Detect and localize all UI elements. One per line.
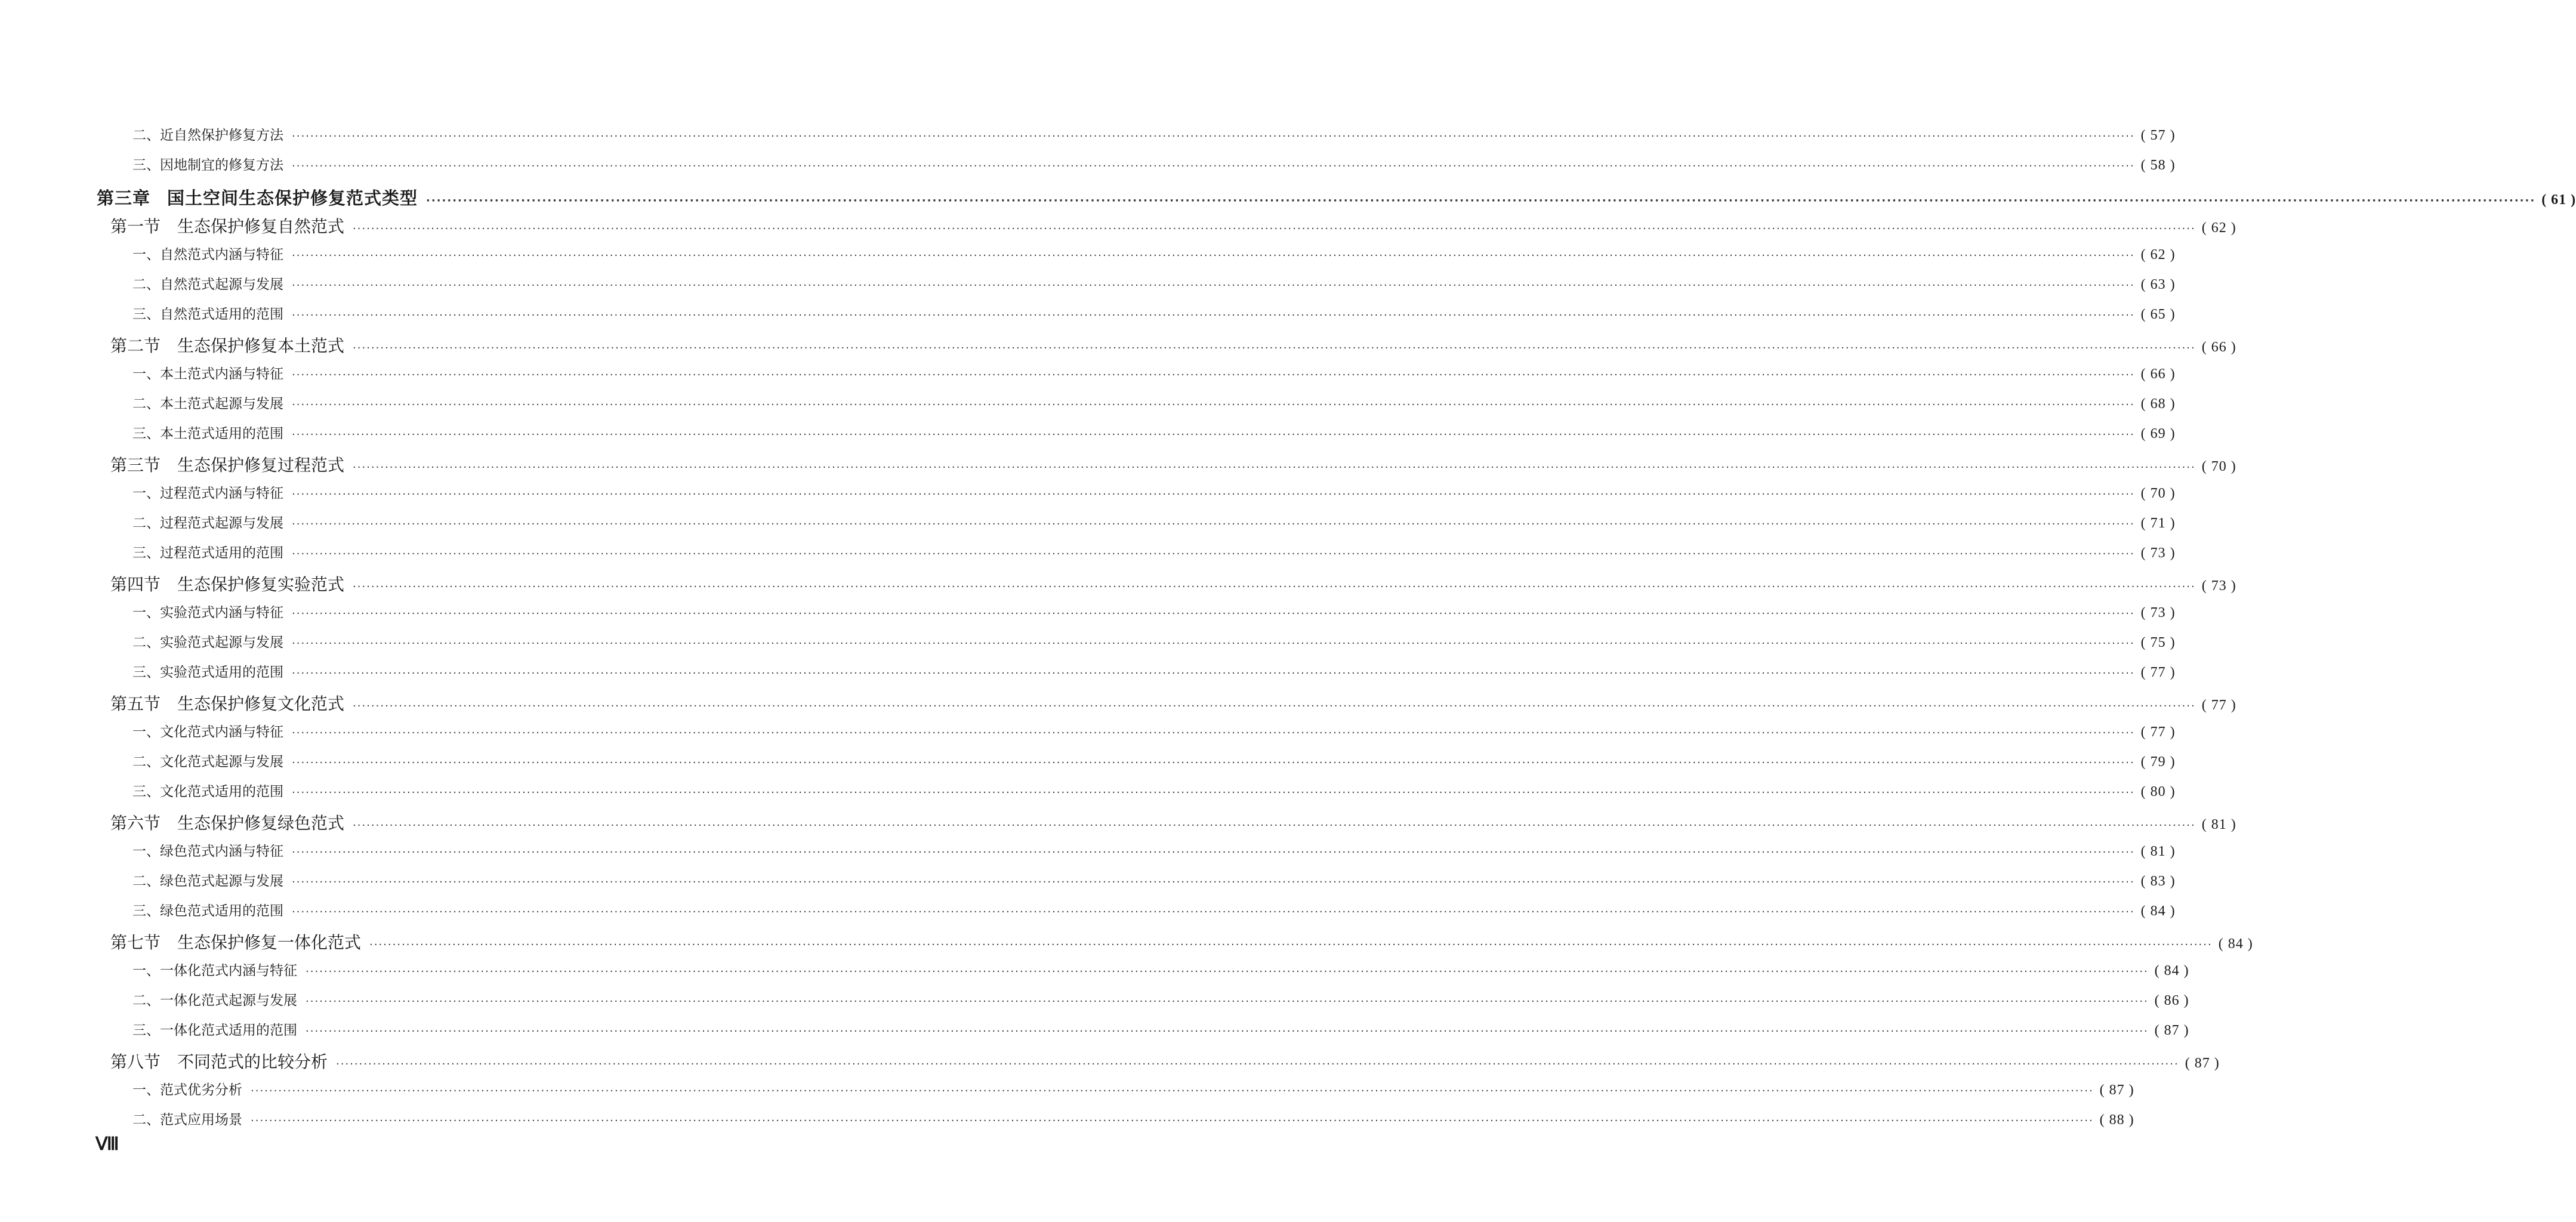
toc-entry-text: 范式应用场景 <box>160 1112 242 1128</box>
toc-entry-sub[interactable] <box>132 1109 2134 1128</box>
toc-entry-title <box>132 661 283 681</box>
dot-leader: ················································································································································································································································································································································································································ <box>292 548 2135 560</box>
toc-page-number: ( 81 ) <box>2140 844 2176 859</box>
dot-leader: ················································································································································································································································································································································································································ <box>353 700 2196 712</box>
dot-leader: ················································································································································································································································································································································································································ <box>292 309 2135 322</box>
toc-entry-number: 第一节 <box>110 217 161 236</box>
toc-entry-sub[interactable] <box>132 393 2176 412</box>
dot-leader: ················································································································································································································································································································································································································ <box>292 757 2135 769</box>
toc-entry-title <box>110 572 344 595</box>
toc-entry-number: 二、 <box>132 993 160 1008</box>
toc-page-number: ( 77 ) <box>2140 724 2176 740</box>
toc-entry-title <box>132 721 283 740</box>
dot-leader: ················································································································································································································································································································································································································ <box>369 939 2213 951</box>
toc-entry-number: 第六节 <box>110 813 161 833</box>
toc-entry-section[interactable] <box>110 452 2236 476</box>
toc-page-number: ( 65 ) <box>2140 307 2176 322</box>
toc-entry-sub[interactable] <box>132 542 2176 561</box>
dot-leader: ················································································································································································································································································································································································································ <box>292 428 2135 441</box>
toc-entry-text: 国土空间生态保护修复范式类型 <box>167 188 418 208</box>
toc-entry-sub[interactable] <box>132 661 2176 681</box>
toc-page-number: ( 57 ) <box>2140 128 2176 143</box>
toc-entry-text: 一体化范式内涵与特征 <box>160 963 297 979</box>
toc-entry-number: 第八节 <box>110 1052 161 1072</box>
toc-page-number: ( 87 ) <box>2099 1082 2134 1098</box>
toc-entry-sub[interactable] <box>132 363 2176 382</box>
toc-page-number: ( 70 ) <box>2201 459 2236 474</box>
toc-entry-title <box>132 1109 242 1128</box>
toc-entry-title <box>132 124 283 144</box>
toc-entry-number: 一、 <box>132 844 160 859</box>
toc-entry-number: 二、 <box>132 635 160 650</box>
dot-leader: ················································································································································································································································································································································································································ <box>292 637 2135 650</box>
dot-leader: ················································································································································································································································································································································································································ <box>306 995 2149 1008</box>
toc-entry-title <box>132 840 283 860</box>
dot-leader: ················································································································································································································································································································································································································ <box>353 819 2196 832</box>
dot-leader: ················································································································································································································································································································································································································ <box>336 1058 2179 1070</box>
toc-page-number: ( 73 ) <box>2140 605 2176 621</box>
toc-entry-number: 三、 <box>132 158 160 173</box>
toc-entry-number: 第三章 <box>97 188 151 208</box>
toc-entry-sub[interactable] <box>132 273 2176 293</box>
toc-entry-sub[interactable] <box>132 900 2176 919</box>
toc-entry-text: 自然范式起源与发展 <box>160 277 283 292</box>
toc-entry-text: 生态保护修复过程范式 <box>177 455 345 475</box>
toc-entry-title <box>132 422 283 442</box>
toc-entry-text: 生态保护修复绿色范式 <box>177 813 345 833</box>
dot-leader: ················································································································································································································································································································································································································ <box>292 488 2135 501</box>
toc-entry-sub[interactable] <box>132 601 2176 621</box>
toc-entry-number: 一、 <box>132 963 160 979</box>
toc-entry-number: 一、 <box>132 724 160 740</box>
toc-entry-sub[interactable] <box>132 989 2189 1009</box>
toc-page-number: ( 73 ) <box>2140 545 2176 561</box>
toc-entry-text: 生态保护修复一体化范式 <box>177 933 362 952</box>
dot-leader: ················································································································································································································································································································································································································ <box>292 906 2135 918</box>
dot-leader: ················································································································································································································································································································································································································ <box>292 279 2135 292</box>
toc-entry-sub[interactable] <box>132 154 2176 174</box>
toc-entry-sub[interactable] <box>132 959 2189 979</box>
toc-entry-title <box>132 154 283 174</box>
dot-leader: ················································································································································································································································································································································································································ <box>292 249 2135 262</box>
toc-entry-title <box>132 1079 242 1098</box>
toc-page-number: ( 79 ) <box>2140 754 2176 770</box>
dot-leader: ················································································································································································································································································································································································································ <box>353 581 2196 593</box>
dot-leader: ················································································································································································································································································································································································································ <box>292 518 2135 530</box>
toc-page-number: ( 58 ) <box>2140 158 2176 173</box>
toc-entry-number: 三、 <box>132 426 160 442</box>
toc-page-number: ( 70 ) <box>2140 486 2176 501</box>
toc-page-number: ( 63 ) <box>2140 277 2176 292</box>
dot-leader: ················································································································································································································································································································································································································ <box>353 223 2196 235</box>
dot-leader: ················································································································································································································································································································································································································ <box>292 160 2135 172</box>
toc-page-number: ( 66 ) <box>2201 340 2236 355</box>
toc-entry-sub[interactable] <box>132 751 2176 770</box>
toc-entry-text: 近自然保护修复方法 <box>160 128 283 143</box>
dot-leader: ················································································································································································································································································································································································································ <box>292 369 2135 381</box>
toc-page-number: ( 61 ) <box>2541 192 2576 208</box>
toc-entry-text: 实验范式适用的范围 <box>160 665 283 680</box>
toc-page-number: ( 88 ) <box>2099 1112 2134 1128</box>
toc-entry-text: 本土范式起源与发展 <box>160 396 283 412</box>
toc-entry-title <box>132 273 283 293</box>
dot-leader: ················································································································································································································································································································································································································ <box>306 965 2149 978</box>
toc-entry-title <box>132 751 283 770</box>
toc-entry-text: 因地制宜的修复方法 <box>160 158 283 173</box>
toc-entry-title <box>132 482 283 502</box>
toc-entry-title <box>110 333 344 357</box>
toc-page-number: ( 68 ) <box>2140 396 2176 412</box>
toc-page-number: ( 66 ) <box>2140 366 2176 382</box>
toc-entry-title <box>110 930 361 953</box>
toc-entry-number: 第二节 <box>110 336 161 356</box>
toc-entry-text: 自然范式适用的范围 <box>160 307 283 322</box>
toc-entry-title <box>97 185 418 209</box>
toc-page-number: ( 83 ) <box>2140 874 2176 889</box>
toc-entry-number: 一、 <box>132 605 160 621</box>
toc-page-number: ( 81 ) <box>2201 817 2236 832</box>
toc-entry-number: 一、 <box>132 247 160 263</box>
toc-entry-text: 绿色范式内涵与特征 <box>160 844 283 859</box>
toc-entry-title <box>110 452 344 476</box>
toc-entry-sub[interactable] <box>132 1019 2189 1039</box>
dot-leader: ················································································································································································································································································································································································································ <box>292 667 2135 680</box>
toc-page-number: ( 75 ) <box>2140 635 2176 650</box>
toc-entry-sub[interactable] <box>132 780 2176 800</box>
dot-leader: ················································································································································································································································································································································································································ <box>251 1085 2094 1097</box>
toc-entry-title <box>132 900 283 919</box>
dot-leader: ················································································································································································································································································································································································································ <box>292 876 2135 888</box>
toc-entry-number: 三、 <box>132 903 160 919</box>
dot-leader: ················································································································································································································································································································································································································ <box>292 607 2135 620</box>
toc-entry-title <box>132 512 283 532</box>
toc-entry-sub[interactable] <box>132 422 2176 442</box>
toc-entry-text: 文化范式起源与发展 <box>160 754 283 770</box>
toc-entry-title <box>132 959 297 979</box>
toc-page-number: ( 77 ) <box>2140 665 2176 680</box>
toc-entry-text: 绿色范式适用的范围 <box>160 903 283 919</box>
toc-entry-number: 二、 <box>132 754 160 770</box>
toc-page-number: ( 73 ) <box>2201 578 2236 594</box>
toc-entry-sub[interactable] <box>132 124 2176 144</box>
page-number-roman: Ⅷ <box>95 1134 119 1154</box>
toc-entry-sub[interactable] <box>132 840 2176 860</box>
toc-entry-title <box>110 691 344 715</box>
toc-entry-text: 范式优劣分析 <box>160 1082 242 1098</box>
dot-leader: ················································································································································································································································································································································································································ <box>251 1115 2094 1127</box>
toc-entry-text: 本土范式内涵与特征 <box>160 366 283 382</box>
toc-page-number: ( 84 ) <box>2154 963 2189 979</box>
toc-entry-number: 一、 <box>132 366 160 382</box>
toc-page-number: ( 62 ) <box>2201 220 2236 236</box>
toc-entry-title <box>132 1019 297 1039</box>
toc-entry-text: 生态保护修复自然范式 <box>177 217 345 236</box>
toc-entry-number: 二、 <box>132 396 160 412</box>
toc-entry-text: 绿色范式起源与发展 <box>160 874 283 889</box>
toc-entry-title <box>132 631 283 651</box>
toc-entry-sub[interactable] <box>132 303 2176 323</box>
toc-entry-number: 二、 <box>132 277 160 292</box>
toc-page-number: ( 80 ) <box>2140 784 2176 800</box>
toc-entry-title <box>132 870 283 890</box>
toc-entry-number: 一、 <box>132 1082 160 1098</box>
toc-entry-title <box>132 363 283 382</box>
toc-entry-title <box>132 303 283 323</box>
dot-leader: ················································································································································································································································································································································································································ <box>292 399 2135 411</box>
toc-entry-chapter[interactable] <box>97 185 2576 209</box>
toc-page-number: ( 71 ) <box>2140 516 2176 531</box>
toc-page-number: ( 84 ) <box>2218 936 2253 952</box>
toc-entry-text: 过程范式起源与发展 <box>160 516 283 531</box>
toc-entry-sub[interactable] <box>132 721 2176 740</box>
toc-page-number: ( 84 ) <box>2140 903 2176 919</box>
toc-entry-sub[interactable] <box>132 482 2176 502</box>
toc-entry-number: 第五节 <box>110 694 161 714</box>
toc-page-number: ( 87 ) <box>2185 1056 2220 1071</box>
toc-entry-text: 文化范式适用的范围 <box>160 784 283 800</box>
toc-page-number: ( 86 ) <box>2154 993 2189 1008</box>
toc-entry-title <box>132 989 297 1009</box>
toc-entry-section[interactable] <box>110 1049 2220 1073</box>
toc-entry-text: 一体化范式起源与发展 <box>160 993 297 1008</box>
toc-page-number: ( 69 ) <box>2140 426 2176 442</box>
toc-entry-number: 第七节 <box>110 933 161 952</box>
toc-entry-text: 本土范式适用的范围 <box>160 426 283 442</box>
toc-entry-number: 二、 <box>132 1112 160 1128</box>
toc-page-number: ( 87 ) <box>2154 1023 2189 1038</box>
toc-entry-number: 二、 <box>132 874 160 889</box>
toc-entry-section[interactable] <box>110 810 2236 834</box>
toc-entry-text: 生态保护修复实验范式 <box>177 575 345 594</box>
toc-entry-number: 第四节 <box>110 575 161 594</box>
toc-entry-title <box>132 542 283 561</box>
toc-page-number: ( 62 ) <box>2140 247 2176 263</box>
toc-entry-section[interactable] <box>110 333 2236 357</box>
toc-entry-number: 第三节 <box>110 455 161 475</box>
toc-entry-number: 三、 <box>132 1023 160 1038</box>
toc-entry-number: 三、 <box>132 545 160 561</box>
toc-entry-text: 文化范式内涵与特征 <box>160 724 283 740</box>
toc-entry-title <box>110 1049 328 1073</box>
dot-leader: ················································································································································································································································································································································································································ <box>353 461 2196 474</box>
dot-leader: ················································································································································································································································································································································································································ <box>306 1025 2149 1038</box>
toc-entry-text: 不同范式的比较分析 <box>177 1052 328 1072</box>
toc-entry-number: 二、 <box>132 516 160 531</box>
toc-entry-text: 一体化范式适用的范围 <box>160 1023 297 1038</box>
toc-entry-title <box>132 243 283 263</box>
dot-leader: ················································································································································································································································································································································································································ <box>292 846 2135 859</box>
toc-entry-number: 三、 <box>132 665 160 680</box>
toc-entry-section[interactable] <box>110 572 2236 595</box>
toc-entry-section[interactable] <box>110 930 2253 953</box>
toc-entry-text: 生态保护修复文化范式 <box>177 694 345 714</box>
toc-entry-section[interactable] <box>110 214 2236 237</box>
toc-entry-number: 三、 <box>132 307 160 322</box>
toc-entry-number: 三、 <box>132 784 160 800</box>
toc-entry-sub[interactable] <box>132 512 2176 532</box>
toc-entry-text: 实验范式内涵与特征 <box>160 605 283 621</box>
dot-leader: ················································································································································································································································································································································································································ <box>426 195 2536 207</box>
toc-entry-text: 生态保护修复本土范式 <box>177 336 345 356</box>
toc-entry-title <box>132 601 283 621</box>
toc-entry-text: 过程范式适用的范围 <box>160 545 283 561</box>
toc-entry-number: 二、 <box>132 128 160 143</box>
toc-entry-title <box>110 214 344 237</box>
toc-entry-sub[interactable] <box>132 243 2176 263</box>
toc-entry-text: 自然范式内涵与特征 <box>160 247 283 263</box>
dot-leader: ················································································································································································································································································································································································································ <box>292 727 2135 739</box>
toc-entry-sub[interactable] <box>132 870 2176 890</box>
toc-entry-title <box>132 393 283 412</box>
toc-entry-title <box>110 810 344 834</box>
toc-entry-sub[interactable] <box>132 1079 2134 1098</box>
toc-entry-title <box>132 780 283 800</box>
toc-entry-text: 过程范式内涵与特征 <box>160 486 283 501</box>
toc-entry-section[interactable] <box>110 691 2236 715</box>
toc-entry-text: 实验范式起源与发展 <box>160 635 283 650</box>
dot-leader: ················································································································································································································································································································································································································ <box>353 342 2196 354</box>
toc-entry-sub[interactable] <box>132 631 2176 651</box>
dot-leader: ················································································································································································································································································································································································································ <box>292 130 2135 143</box>
dot-leader: ················································································································································································································································································································································································································ <box>292 786 2135 799</box>
toc-entry-number: 一、 <box>132 486 160 501</box>
toc-page-number: ( 77 ) <box>2201 698 2236 713</box>
